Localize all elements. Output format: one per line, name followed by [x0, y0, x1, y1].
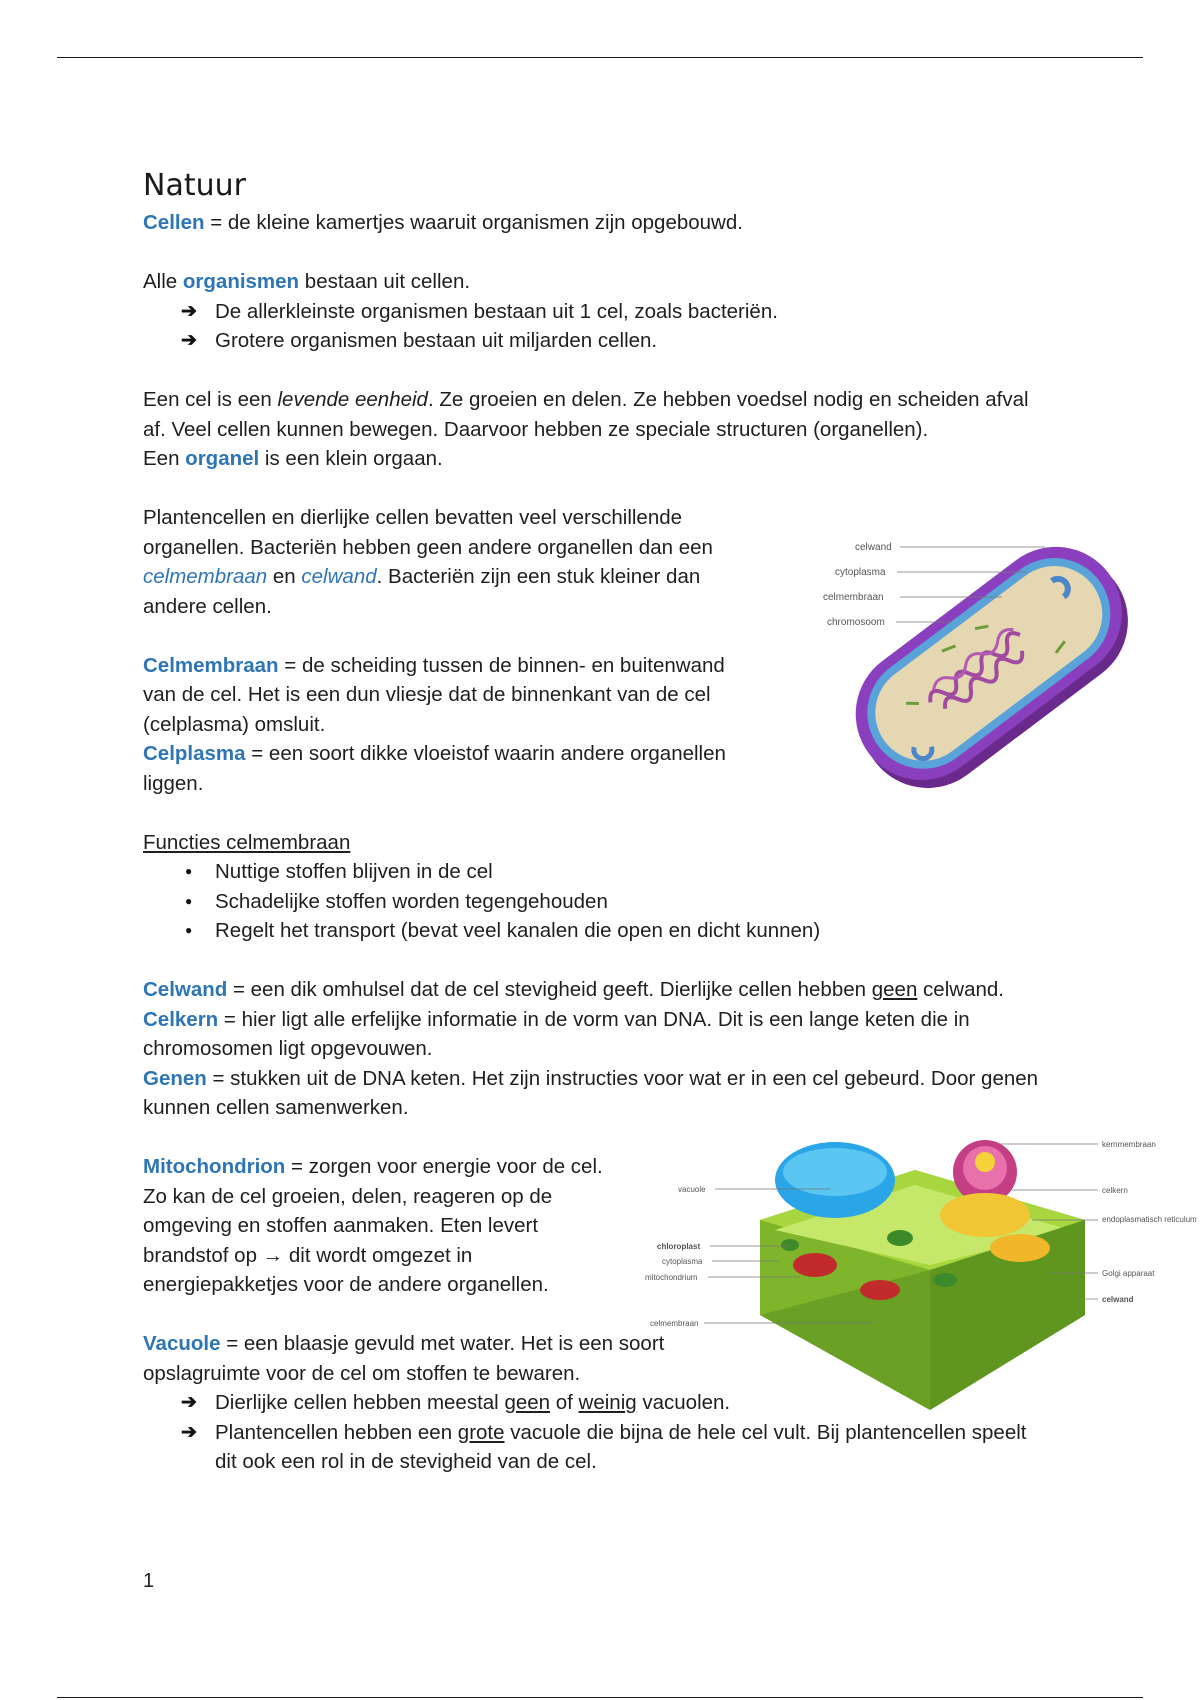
- label-vacuole: vacuole: [678, 1185, 706, 1194]
- endoplasmatisch-reticulum-shape: [940, 1193, 1030, 1237]
- term-celmembraan-italic: celmembraan: [143, 565, 268, 588]
- label-chloroplast: chloroplast: [657, 1242, 701, 1251]
- plant-cell-figure: [640, 1130, 1197, 1410]
- label-celkern: celkern: [1102, 1186, 1128, 1195]
- mitochondrion-block: Mitochondrion = zorgen voor energie voor de cel. Zo kan de cel groeien, delen, reageren op de omgeving en stoffen aanmaken. Eten levert brandstof op → dit wordt omgezet in energiepakketjes voor de andere organellen.: [143, 1155, 603, 1296]
- label-kernmembraan: kernmembraan: [1102, 1140, 1156, 1149]
- list-item: ➔ De allerkleinste organismen bestaan uit 1 cel, zoals bacteriën.: [181, 297, 1043, 327]
- page-title: Natuur: [143, 168, 246, 203]
- celkern-definition: Celkern = hier ligt alle erfelijke informatie in de vorm van DNA. Dit is een lange keten die in chromosomen ligt opgevouwen.: [143, 1007, 970, 1060]
- term-mitochondrion: Mitochondrion: [143, 1155, 286, 1178]
- label-celmembraan: celmembraan: [823, 592, 884, 603]
- golgi-apparaat-shape: [990, 1234, 1050, 1262]
- term-organismen: organismen: [182, 270, 300, 293]
- bacteria-text-block: [143, 503, 763, 798]
- label-celmembraan-plant: celmembraan: [650, 1319, 699, 1328]
- term-vacuole: Vacuole: [143, 1332, 221, 1355]
- vacuole-block: Vacuole = een blaasje gevuld met water. Het is een soort opslagruimte voor de cel om stoffen te bewaren. ➔ Dierlijke cellen hebben meestal geen of weinig vacuolen. ➔ Plantencellen hebben een grote vacuole die bijna de hele cel vult. Bij plantencellen speelt dit ook een rol in de stevigheid van de cel.: [143, 1329, 1043, 1477]
- celwand-definition: Celwand = een dik omhulsel dat de cel stevigheid geeft. Dierlijke cellen hebben geen celwand.: [143, 978, 1004, 1001]
- organismen-paragraph: Alle organismen bestaan uit cellen.: [143, 270, 471, 293]
- label-cytoplasma: cytoplasma: [835, 567, 886, 578]
- label-endoplasmatisch-reticulum: endoplasmatisch reticulum: [1102, 1215, 1197, 1224]
- bacteria-cell-figure: [812, 520, 1142, 805]
- list-item: ➔ Grotere organismen bestaan uit miljarden cellen.: [181, 326, 1043, 356]
- term-celmembraan: Celmembraan: [143, 653, 279, 677]
- cellen-definition: Cellen = de kleine kamertjes waaruit organismen zijn opgebouwd.: [143, 211, 743, 234]
- list-item: ● Regelt het transport (bevat veel kanalen die open en dicht kunnen): [181, 916, 1043, 946]
- label-chromosoom: chromosoom: [827, 617, 885, 628]
- page-number: 1: [143, 1570, 155, 1592]
- bacterien-paragraph: Plantencellen en dierlijke cellen bevatten veel verschillende organellen. Bacteriën hebben geen andere organellen dan een celmembraan en celwand. Bacteriën zijn een stuk kleiner dan andere cellen.: [143, 506, 713, 618]
- list-item: ● Schadelijke stoffen worden tegengehouden: [181, 887, 1043, 917]
- label-celwand: celwand: [855, 542, 892, 553]
- functies-bullet-list: [143, 857, 1043, 946]
- celmembraan-definition: Celmembraan = de scheiding tussen de binnen- en buitenwand van de cel. Het is een dun vliesje dat de binnenkant van de cel (celplasma) omsluit.: [143, 653, 725, 736]
- bottom-rule: [57, 1697, 1143, 1698]
- organel-definition: Een organel is een klein orgaan.: [143, 447, 443, 470]
- term-celwand: Celwand: [143, 978, 228, 1001]
- chloroplast-shape: [887, 1230, 913, 1246]
- list-item: ● Nuttige stoffen blijven in de cel: [181, 857, 1043, 887]
- list-item: ➔ Dierlijke cellen hebben meestal geen of weinig vacuolen.: [181, 1388, 1043, 1418]
- label-cytoplasma-plant: cytoplasma: [662, 1257, 703, 1266]
- label-celwand-plant: celwand: [1102, 1295, 1134, 1304]
- genen-definition: Genen = stukken uit de DNA keten. Het zijn instructies voor wat er in een cel gebeurd. Door genen kunnen cellen samenwerken.: [143, 1066, 1039, 1119]
- celplasma-definition: Celplasma = een soort dikke vloeistof waarin andere organellen liggen.: [143, 742, 726, 795]
- organismen-arrow-list: [143, 297, 1043, 356]
- top-rule: [57, 57, 1143, 58]
- term-celkern: Celkern: [143, 1007, 219, 1031]
- term-cellen: Cellen: [143, 211, 205, 234]
- term-organel: organel: [185, 447, 260, 470]
- mitochondrium-shape: [793, 1253, 837, 1277]
- eenheid-paragraph: Een cel is een levende eenheid. Ze groeien en delen. Ze hebben voedsel nodig en scheiden afval af. Veel cellen kunnen bewegen. Daarvoor hebben ze speciale structuren (organellen).: [143, 388, 1029, 441]
- functies-heading: Functies celmembraan: [143, 830, 351, 854]
- label-mitochondrium: mitochondrium: [645, 1273, 698, 1282]
- term-celwand-italic: celwand: [301, 565, 377, 588]
- label-golgi-apparaat: Golgi apparaat: [1102, 1269, 1155, 1278]
- list-item: ➔ Plantencellen hebben een grote vacuole die bijna de hele cel vult. Bij plantencellen speelt dit ook een rol in de stevigheid van de cel.: [181, 1418, 1043, 1477]
- term-celplasma: Celplasma: [143, 742, 246, 765]
- term-genen: Genen: [143, 1066, 207, 1090]
